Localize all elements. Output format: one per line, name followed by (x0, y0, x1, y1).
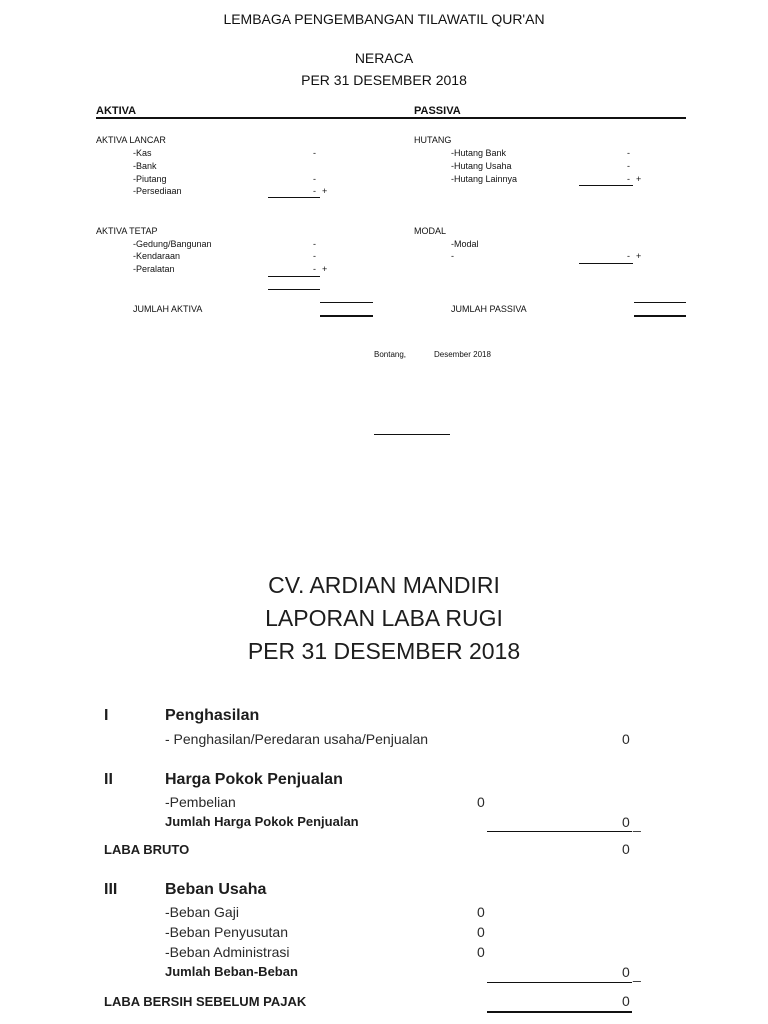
hutang-item: -Hutang Usaha (451, 161, 512, 171)
modal-label: MODAL (414, 226, 447, 236)
section-number: III (104, 881, 118, 898)
date-text: Desember 2018 (434, 350, 491, 359)
plus-sign: + (322, 264, 328, 274)
penghasilan-line: - Penghasilan/Peredaran usaha/Penjualan (165, 731, 429, 747)
laba-bruto-label: LABA BRUTO (104, 842, 190, 857)
total-rule (634, 302, 686, 303)
aktiva-header: AKTIVA (96, 105, 137, 117)
pembelian-label: -Pembelian (165, 794, 236, 810)
laba-bruto-value: 0 (622, 841, 630, 857)
total-rule (487, 1011, 632, 1013)
jumlah-hpp-value: 0 (622, 814, 630, 830)
jumlah-passiva-label: JUMLAH PASSIVA (451, 304, 527, 314)
aktiva-lancar-value: - (313, 186, 316, 196)
total-double-rule (320, 315, 373, 317)
total-rule (320, 302, 373, 303)
aktiva-lancar-item: -Bank (133, 161, 157, 171)
aktiva-tetap-item: -Peralatan (133, 264, 175, 274)
dash-mark: _ (633, 966, 641, 982)
pembelian-value: 0 (477, 794, 485, 810)
org-title: LEMBAGA PENGEMBANGAN TILAWATIL QUR'AN (223, 11, 545, 27)
hutang-item: -Hutang Bank (451, 148, 507, 158)
doc-title: NERACA (354, 50, 414, 66)
modal-item: - (451, 251, 454, 261)
aktiva-lancar-item: -Piutang (133, 174, 167, 184)
modal-value: - (627, 251, 630, 261)
subtotal-rule (579, 263, 633, 264)
hutang-item: -Hutang Lainnya (451, 174, 518, 184)
beban-value: 0 (477, 924, 485, 940)
jumlah-beban-label: Jumlah Beban-Beban (165, 964, 298, 979)
aktiva-tetap-item: -Gedung/Bangunan (133, 239, 212, 249)
beban-item: -Beban Administrasi (165, 944, 290, 960)
aktiva-lancar-item: -Persediaan (133, 186, 182, 196)
signature-line (374, 434, 450, 435)
aktiva-tetap-value: - (313, 251, 316, 261)
plus-sign: + (636, 251, 642, 261)
aktiva-tetap-value: - (313, 239, 316, 249)
plus-sign: + (322, 186, 328, 196)
report-period: PER 31 DESEMBER 2018 (247, 638, 521, 664)
subtotal-rule (268, 197, 320, 198)
aktiva-tetap-label: AKTIVA TETAP (96, 226, 158, 236)
section-number: I (104, 707, 109, 724)
period-title: PER 31 DESEMBER 2018 (301, 72, 467, 88)
jumlah-hpp-label: Jumlah Harga Pokok Penjualan (165, 814, 359, 829)
hutang-value: - (627, 161, 630, 171)
subtotal-rule (579, 185, 633, 186)
company-title: CV. ARDIAN MANDIRI (268, 572, 500, 598)
laba-bersih-value: 0 (622, 993, 630, 1009)
place-text: Bontang, (374, 350, 407, 359)
aktiva-lancar-value: - (313, 174, 316, 184)
jumlah-aktiva-label: JUMLAH AKTIVA (133, 304, 203, 314)
beban-item: -Beban Gaji (165, 904, 239, 920)
subtotal-rule (487, 831, 632, 832)
total-double-rule (634, 315, 686, 317)
laba-bersih-label: LABA BERSIH SEBELUM PAJAK (104, 994, 307, 1009)
section-title: Harga Pokok Penjualan (165, 771, 343, 788)
modal-item: -Modal (451, 239, 479, 249)
aktiva-lancar-value: - (313, 148, 316, 158)
subtotal-rule (268, 276, 320, 277)
beban-value: 0 (477, 904, 485, 920)
aktiva-lancar-item: -Kas (133, 148, 152, 158)
aktiva-tetap-value: - (313, 264, 316, 274)
section-number: II (104, 771, 113, 788)
aktiva-tetap-item: -Kendaraan (133, 251, 181, 261)
jumlah-beban-value: 0 (622, 964, 630, 980)
plus-sign: + (636, 174, 642, 184)
section-title: Penghasilan (165, 707, 260, 724)
header-rule (96, 117, 686, 119)
hutang-value: - (627, 148, 630, 158)
beban-item: -Beban Penyusutan (165, 924, 288, 940)
penghasilan-value: 0 (622, 731, 630, 747)
aktiva-lancar-label: AKTIVA LANCAR (96, 135, 166, 145)
section-title: Beban Usaha (165, 881, 267, 898)
hutang-value: - (627, 174, 630, 184)
subtotal-rule (487, 982, 632, 983)
hutang-label: HUTANG (414, 135, 452, 145)
beban-value: 0 (477, 944, 485, 960)
passiva-header: PASSIVA (414, 105, 461, 117)
dash-mark: _ (633, 816, 641, 832)
report-title: LAPORAN LABA RUGI (265, 605, 503, 631)
subtotal-rule (268, 289, 320, 290)
